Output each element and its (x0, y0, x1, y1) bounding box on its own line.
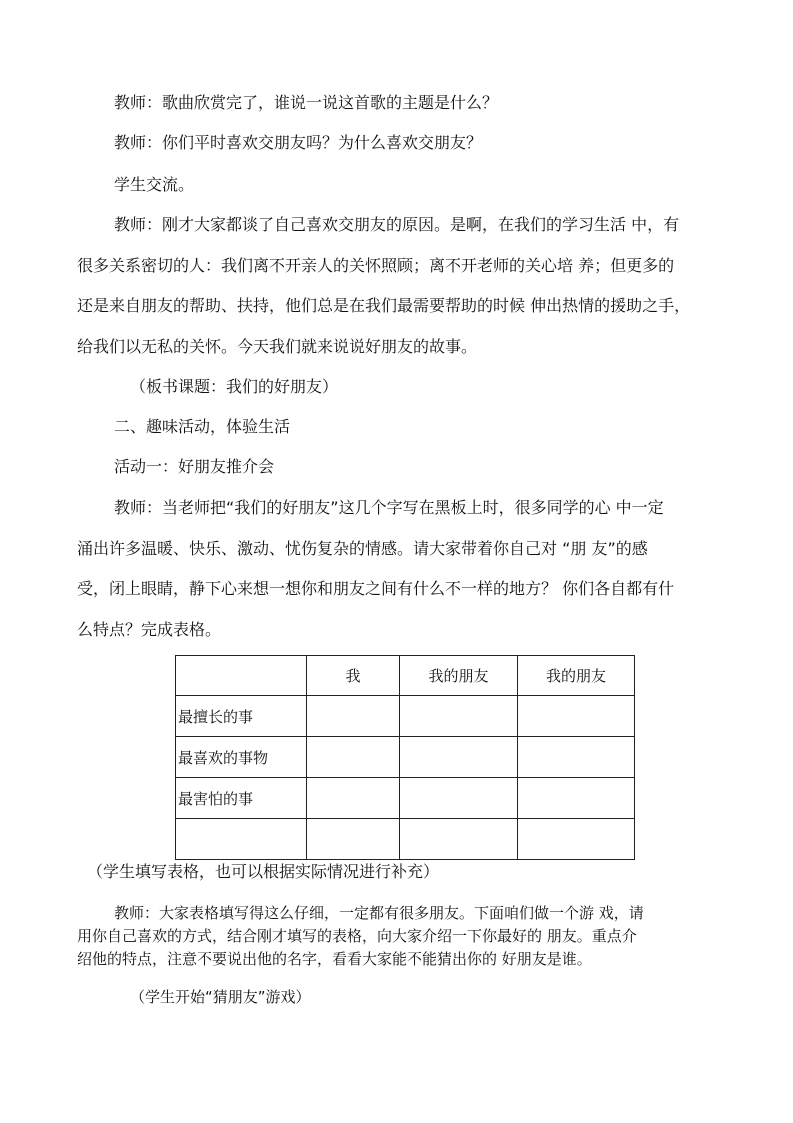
table-header-row (176, 656, 635, 696)
table-header-cell: 我 (307, 656, 400, 696)
table-cell (400, 778, 518, 819)
section-heading: 二、趣味活动，体验生活 (114, 417, 291, 436)
paragraph-line-4: 教师：刚才大家都谈了自己喜欢交朋友的原因。是啊，在我们的学习生活 中，有 (114, 215, 680, 234)
paragraph-after-line-1: 教师：大家表格填写得这么仔细，一定都有很多朋友。下面咱们做一个游 戏，请 (114, 904, 644, 922)
table-row (176, 819, 635, 860)
paragraph-line-11: 教师：当老师把“我们的好朋友”这几个字写在黑板上时，很多同学的心 中一定 (114, 498, 664, 517)
paragraph-after-line-2: 用你自己喜欢的方式，结合刚才填写的表格，向大家介绍一下你最好的 朋友。重点介 (77, 927, 637, 945)
table-cell (176, 819, 307, 860)
paragraph-line-5: 很多关系密切的人：我们离不开亲人的关怀照顾；离不开老师的关心培 养；但更多的 (77, 256, 675, 275)
table-cell (400, 696, 518, 737)
table-cell (518, 737, 635, 778)
paragraph-line-13: 受，闭上眼睛，静下心来想一想你和朋友之间有什么不一样的地方？ 你们各自都有什 (77, 579, 675, 598)
table-cell (307, 737, 400, 778)
paragraph-line-6: 还是来自朋友的帮助、扶持，他们总是在我们最需要帮助的时候 伸出热情的援助之手， (77, 296, 691, 315)
table-cell: 最害怕的事 (176, 778, 307, 819)
table-cell (400, 819, 518, 860)
table-header-cell: 我的朋友 (518, 656, 635, 696)
paragraph-line-1: 教师：歌曲欣赏完了，谁说一说这首歌的主题是什么？ (114, 93, 499, 112)
table-cell (307, 696, 400, 737)
table-cell: 最擅长的事 (176, 696, 307, 737)
game-note: （学生开始“猜朋友”游戏） (130, 988, 311, 1006)
table-cell: 最喜欢的事物 (176, 737, 307, 778)
table-header-cell (176, 656, 307, 696)
table-cell (518, 819, 635, 860)
table-note: （学生填写表格，也可以根据实际情况进行补充） (87, 862, 440, 881)
paragraph-line-3: 学生交流。 (114, 175, 195, 194)
table-cell (307, 778, 400, 819)
activity-heading: 活动一：好朋友推介会 (114, 457, 275, 476)
paragraph-after-line-3: 绍他的特点，注意不要说出他的名字，看看大家能不能猜出你的 好朋友是谁。 (77, 950, 592, 968)
table-row (176, 737, 635, 778)
comparison-table (175, 655, 635, 860)
table-cell (518, 696, 635, 737)
paragraph-line-7: 给我们以无私的关怀。今天我们就来说说好朋友的故事。 (77, 337, 478, 356)
paragraph-line-12: 涌出许多温暖、快乐、激动、忧伤复杂的情感。请大家带着你自己对 “朋 友”的感 (77, 539, 648, 558)
table-header-cell: 我的朋友 (400, 656, 518, 696)
table-cell (518, 778, 635, 819)
paragraph-line-14: 么特点？完成表格。 (77, 620, 222, 639)
table-cell (307, 819, 400, 860)
paragraph-line-2: 教师：你们平时喜欢交朋友吗？为什么喜欢交朋友？ (114, 133, 483, 152)
table-row (176, 696, 635, 737)
table-cell (400, 737, 518, 778)
paragraph-line-8: （板书课题：我们的好朋友） (130, 377, 339, 396)
table-row (176, 778, 635, 819)
